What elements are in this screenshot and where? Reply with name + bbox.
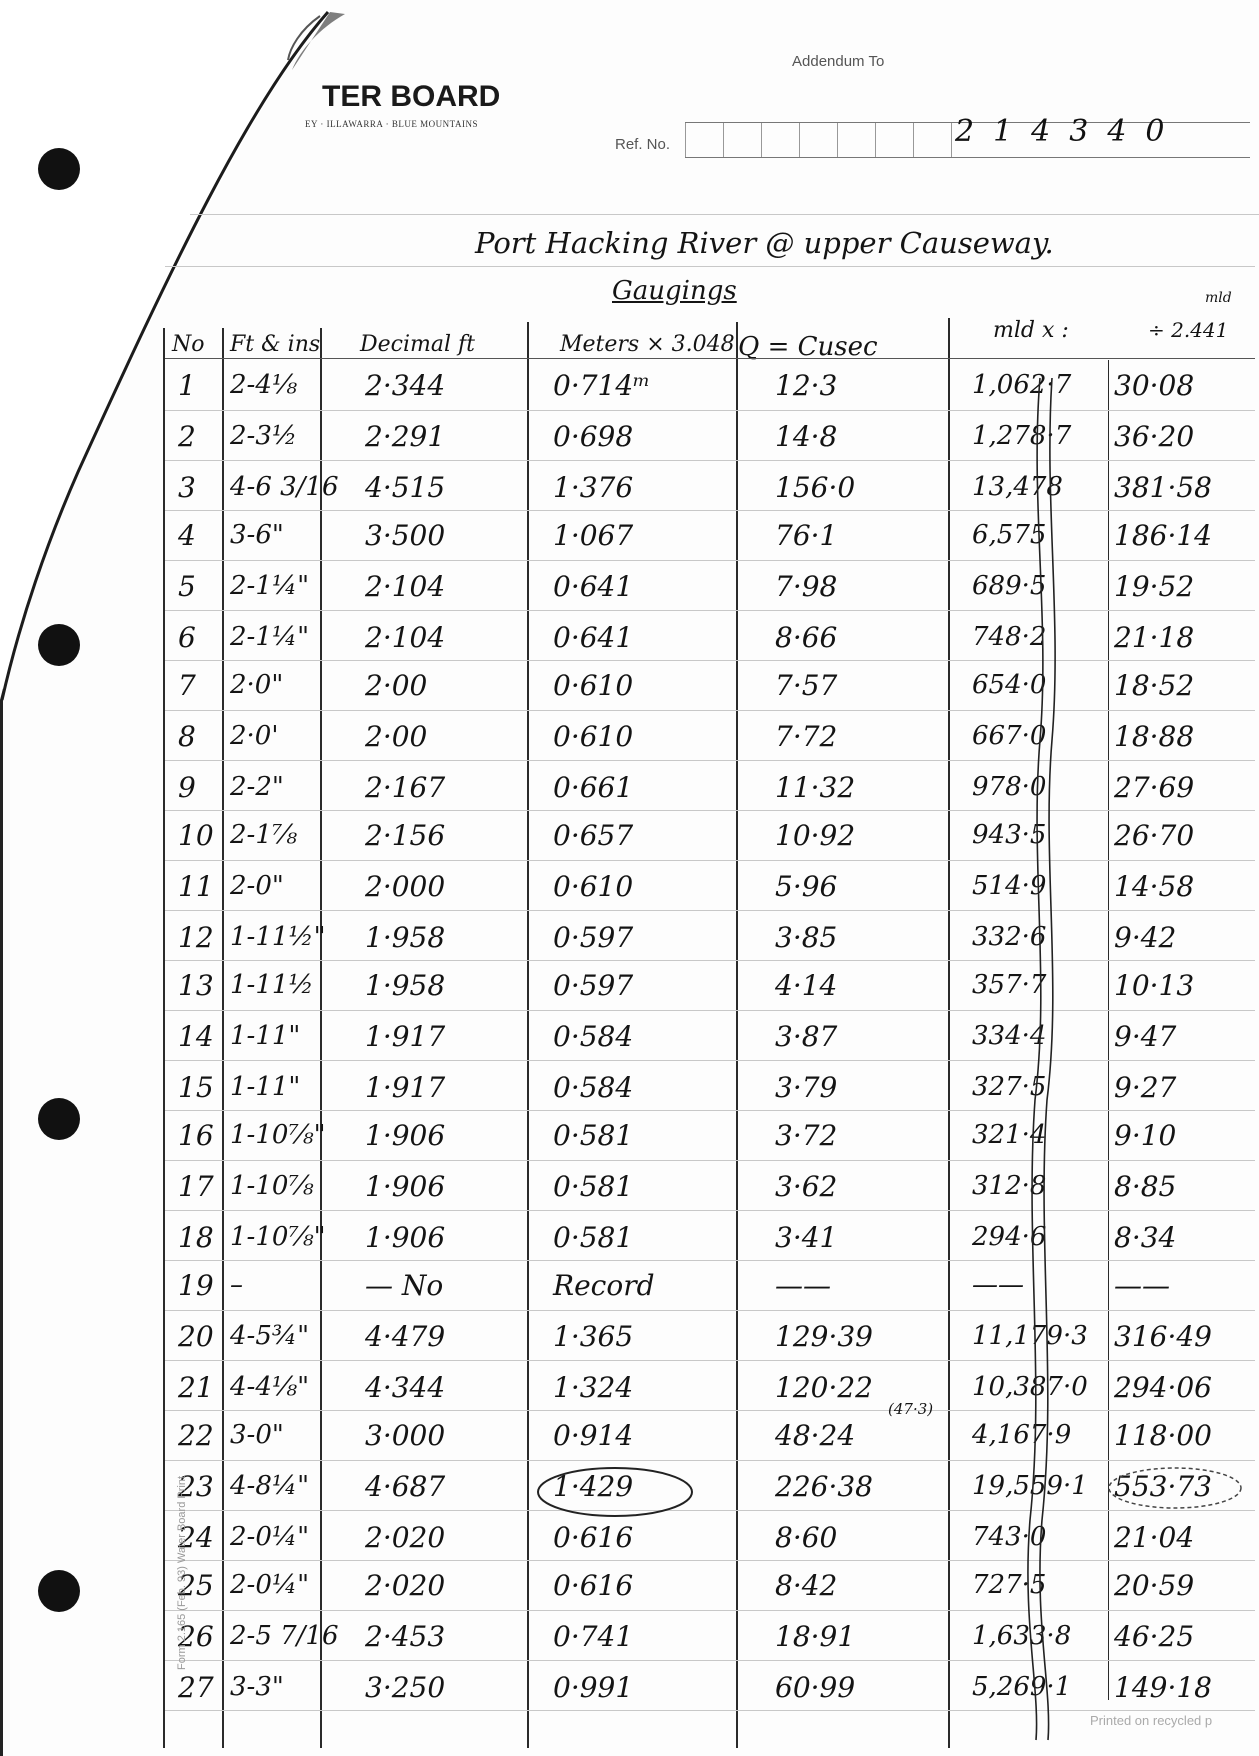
header-mld: mld x :	[993, 318, 1069, 343]
cell-mld-x: 748·2	[972, 622, 1047, 652]
cell-no: 1	[178, 369, 196, 402]
cell-mld-x: 978·0	[972, 772, 1047, 802]
cell-ft-ins: 3-3"	[230, 1672, 284, 1702]
cell-mld-y: 36·20	[1114, 420, 1195, 453]
cell-mld-y: ——	[1114, 1269, 1170, 1302]
row-rule	[165, 1710, 1255, 1711]
column-rule	[320, 328, 322, 1748]
cell-mld-x: 4,167·9	[972, 1420, 1072, 1450]
cell-no: 17	[178, 1170, 214, 1203]
cell-mld-x: 334·4	[972, 1021, 1047, 1051]
cell-no: 14	[178, 1020, 214, 1053]
header-q-cusec: Q = Cusec	[738, 332, 878, 362]
header-mld-divisor: ÷ 2.441	[1148, 318, 1229, 342]
cell-decimal-ft: 2·291	[365, 420, 446, 453]
row-rule	[165, 1010, 1255, 1011]
cell-meters: 0·584	[553, 1071, 634, 1104]
cell-mld-y: 18·88	[1114, 720, 1195, 753]
printed-rule	[165, 266, 1255, 267]
cell-mld-x: 327·5	[972, 1072, 1047, 1102]
cell-q-cusec: 5·96	[775, 870, 838, 903]
cell-meters: 0·597	[553, 969, 634, 1002]
cell-mld-y: 316·49	[1114, 1320, 1212, 1353]
punch-hole	[38, 1570, 80, 1612]
cell-meters: 0·914	[553, 1419, 634, 1452]
organisation-region-text: EY · ILLAWARRA · BLUE MOUNTAINS	[305, 119, 478, 129]
cell-q-cusec: 3·87	[775, 1020, 838, 1053]
cell-mld-x: 6,575	[972, 520, 1047, 550]
cell-ft-ins: 1-11"	[230, 1021, 301, 1051]
column-rule	[222, 328, 224, 1748]
row-rule	[165, 960, 1255, 961]
cell-mld-y: 8·85	[1114, 1170, 1177, 1203]
document-subtitle: Gaugings	[612, 276, 737, 306]
cell-meters: 1·365	[553, 1320, 634, 1353]
cell-meters: 0·581	[553, 1170, 634, 1203]
cell-q-cusec: 4·14	[775, 969, 838, 1002]
cell-decimal-ft: 2·00	[365, 669, 428, 702]
column-rule	[948, 318, 950, 1748]
cell-mld-x: ——	[972, 1270, 1024, 1300]
form-number: Form 2.165 (Feb. 93) Water Board Print	[176, 1476, 188, 1670]
cell-ft-ins: 2-2"	[230, 772, 284, 802]
cell-ft-ins: 3-0"	[230, 1420, 284, 1450]
header-no: No	[172, 332, 205, 357]
cell-ft-ins: 2-3½	[230, 421, 298, 451]
row-rule	[165, 1260, 1255, 1261]
cell-meters: 0·641	[553, 621, 634, 654]
cell-q-cusec: 14·8	[775, 420, 838, 453]
cell-meters: 1·376	[553, 471, 634, 504]
row-rule	[165, 1210, 1255, 1211]
punch-hole	[38, 1098, 80, 1140]
cell-no: 3	[178, 471, 196, 504]
cell-meters: 0·610	[553, 669, 634, 702]
row-rule	[165, 1110, 1255, 1111]
cell-meters: 1·429	[553, 1470, 634, 1503]
cell-decimal-ft: 3·000	[365, 1419, 446, 1452]
cell-mld-x: 654·0	[972, 670, 1047, 700]
cell-ft-ins: 4-8¼"	[230, 1471, 310, 1501]
cell-mld-x: 667·0	[972, 721, 1047, 751]
cell-q-cusec: 3·62	[775, 1170, 838, 1203]
cell-no: 4	[178, 519, 196, 552]
cell-meters: 0·714ᵐ	[553, 369, 651, 402]
header-ft-ins: Ft & ins	[230, 332, 321, 357]
cell-mld-y: 46·25	[1114, 1620, 1195, 1653]
row-rule	[165, 910, 1255, 911]
column-rule	[736, 322, 738, 1748]
row-rule	[165, 610, 1255, 611]
cell-decimal-ft: 1·906	[365, 1170, 446, 1203]
cell-mld-x: 5,269·1	[972, 1672, 1072, 1702]
cell-ft-ins: 3-6"	[230, 520, 284, 550]
cell-mld-x: 1,062·7	[972, 370, 1072, 400]
printed-rule	[190, 214, 1259, 215]
cell-q-cusec: 10·92	[775, 819, 856, 852]
cell-no: 7	[178, 669, 196, 702]
addendum-label: Addendum To	[792, 53, 885, 70]
cell-decimal-ft: 4·479	[365, 1320, 446, 1353]
row-rule	[165, 410, 1255, 411]
row-rule	[165, 1610, 1255, 1611]
cell-ft-ins: 4-4⅛"	[230, 1372, 310, 1402]
cell-q-cusec: 226·38	[775, 1470, 873, 1503]
header-decimal-ft: Decimal ft	[360, 332, 476, 357]
row-rule	[165, 1310, 1255, 1311]
cell-mld-x: 321·4	[972, 1120, 1047, 1150]
punch-hole	[38, 624, 80, 666]
cell-ft-ins: 2-1⅞	[230, 820, 298, 850]
cell-mld-y: 294·06	[1114, 1371, 1212, 1404]
cell-q-cusec: ——	[775, 1269, 831, 1302]
cell-no: 15	[178, 1071, 214, 1104]
cell-meters: 1·324	[553, 1371, 634, 1404]
cell-mld-y: 27·69	[1114, 771, 1195, 804]
cell-mld-y: 20·59	[1114, 1569, 1195, 1602]
row-rule	[165, 460, 1255, 461]
cell-mld-y: 19·52	[1114, 570, 1195, 603]
cell-meters: 0·584	[553, 1020, 634, 1053]
cell-mld-y: 149·18	[1114, 1671, 1212, 1704]
cell-mld-y: 30·08	[1114, 369, 1195, 402]
row-rule	[165, 1410, 1255, 1411]
cell-no: 19	[178, 1269, 214, 1302]
cell-decimal-ft: 2·020	[365, 1569, 446, 1602]
cell-decimal-ft: 4·344	[365, 1371, 446, 1404]
cell-decimal-ft: 4·687	[365, 1470, 446, 1503]
cell-mld-x: 943·5	[972, 820, 1047, 850]
cell-meters: 0·616	[553, 1569, 634, 1602]
row-rule	[165, 660, 1255, 661]
cell-no: 10	[178, 819, 214, 852]
cell-mld-x: 357·7	[972, 970, 1047, 1000]
cell-ft-ins: 2-5 7/16	[230, 1621, 339, 1651]
cell-q-cusec: 120·22	[775, 1371, 873, 1404]
cell-meters: Record	[553, 1269, 655, 1302]
cell-decimal-ft: 2·104	[365, 570, 446, 603]
cell-no: 23	[178, 1470, 214, 1503]
cell-no: 9	[178, 771, 196, 804]
cell-q-cusec: 7·98	[775, 570, 838, 603]
cell-no: 21	[178, 1371, 214, 1404]
cell-mld-y: 10·13	[1114, 969, 1195, 1002]
row-rule	[165, 1660, 1255, 1661]
cell-mld-y: 381·58	[1114, 471, 1212, 504]
row-rule	[165, 560, 1255, 561]
cell-meters: 0·610	[553, 720, 634, 753]
cell-mld-x: 10,387·0	[972, 1372, 1088, 1402]
cell-no: 20	[178, 1320, 214, 1353]
cell-no: 8	[178, 720, 196, 753]
cell-no: 6	[178, 621, 196, 654]
cell-decimal-ft: 1·958	[365, 969, 446, 1002]
cell-mld-y: 21·18	[1114, 621, 1195, 654]
cell-mld-y: 9·42	[1114, 921, 1177, 954]
cell-meters: 0·661	[553, 771, 634, 804]
cell-meters: 0·657	[553, 819, 634, 852]
cell-q-cusec: 7·72	[775, 720, 838, 753]
cell-decimal-ft: 2·104	[365, 621, 446, 654]
row-rule	[165, 1510, 1255, 1511]
cell-decimal-ft: 2·00	[365, 720, 428, 753]
cell-q-cusec: 60·99	[775, 1671, 856, 1704]
cell-q-cusec: 3·41	[775, 1221, 838, 1254]
cell-no: 2	[178, 420, 196, 453]
cell-q-cusec: 3·72	[775, 1119, 838, 1152]
cell-q-cusec: 156·0	[775, 471, 856, 504]
cell-decimal-ft: 1·917	[365, 1071, 446, 1104]
cell-meters: 1·067	[553, 519, 634, 552]
cell-no: 12	[178, 921, 214, 954]
column-rule	[527, 322, 529, 1748]
cell-meters: 0·641	[553, 570, 634, 603]
row-rule	[165, 1560, 1255, 1561]
ref-no-label: Ref. No.	[615, 136, 671, 153]
cell-mld-y: 8·34	[1114, 1221, 1177, 1254]
cell-mld-x: 19,559·1	[972, 1471, 1088, 1501]
cell-ft-ins: 2-1¼"	[230, 571, 310, 601]
cell-mld-x: 1,633·8	[972, 1621, 1072, 1651]
cell-q-cusec: 18·91	[775, 1620, 856, 1653]
cell-no: 24	[178, 1521, 214, 1554]
column-rule	[1108, 360, 1109, 1700]
header-mld-note: mld	[1205, 290, 1232, 306]
cell-decimal-ft: 2·020	[365, 1521, 446, 1554]
cell-mld-x: 727·5	[972, 1570, 1047, 1600]
cell-mld-y: 118·00	[1114, 1419, 1212, 1452]
document-title: Port Hacking River @ upper Causeway.	[475, 226, 1054, 260]
cell-decimal-ft: 2·167	[365, 771, 446, 804]
cell-mld-y: 14·58	[1114, 870, 1195, 903]
cell-mld-x: 743·0	[972, 1522, 1047, 1552]
cell-mld-x: 689·5	[972, 571, 1047, 601]
row-rule	[165, 1360, 1255, 1361]
cell-decimal-ft: — No	[365, 1269, 444, 1302]
row-rule	[165, 760, 1255, 761]
cell-no: 5	[178, 570, 196, 603]
cell-q-cusec: 3·79	[775, 1071, 838, 1104]
row-rule	[165, 510, 1255, 511]
cell-ft-ins: 1-11½	[230, 970, 314, 1000]
cell-no: 18	[178, 1221, 214, 1254]
cell-ft-ins: 1-10⅞"	[230, 1120, 326, 1150]
punch-hole	[38, 148, 80, 190]
row-rule	[165, 860, 1255, 861]
cell-q-cusec: 8·66	[775, 621, 838, 654]
cell-ft-ins: 2-4⅛	[230, 370, 298, 400]
cell-ft-ins: 2-0"	[230, 871, 284, 901]
cell-decimal-ft: 2·344	[365, 369, 446, 402]
cell-decimal-ft: 1·958	[365, 921, 446, 954]
cell-q-cusec: 12·3	[775, 369, 838, 402]
cell-mld-y: 9·47	[1114, 1020, 1177, 1053]
cell-no: 16	[178, 1119, 214, 1152]
row-rule	[165, 1160, 1255, 1161]
cell-ft-ins: 1-11"	[230, 1072, 301, 1102]
cell-q-cusec: 48·24	[775, 1419, 856, 1452]
cell-mld-y: 9·10	[1114, 1119, 1177, 1152]
cell-mld-x: 11,179·3	[972, 1321, 1088, 1351]
cell-q-cusec: 8·60	[775, 1521, 838, 1554]
cell-mld-x: 294·6	[972, 1222, 1047, 1252]
printed-on-recycled: Printed on recycled p	[1090, 1713, 1213, 1728]
cell-ft-ins: 2-0¼"	[230, 1522, 310, 1552]
row-rule	[165, 1060, 1255, 1061]
cell-decimal-ft: 2·000	[365, 870, 446, 903]
cell-ft-ins: 1-11½"	[230, 922, 326, 952]
cell-ft-ins: 2·0"	[230, 670, 284, 700]
cell-meters: 0·581	[553, 1221, 634, 1254]
cell-no: 11	[178, 870, 214, 903]
cell-mld-y: 21·04	[1114, 1521, 1195, 1554]
cell-decimal-ft: 1·906	[365, 1119, 446, 1152]
cell-ft-ins: 2·0'	[230, 721, 279, 751]
cell-no: 26	[178, 1620, 214, 1653]
cell-meters: 0·616	[553, 1521, 634, 1554]
cell-q-cusec: 129·39	[775, 1320, 873, 1353]
cell-ft-ins: 2-0¼"	[230, 1570, 310, 1600]
cell-decimal-ft: 1·917	[365, 1020, 446, 1053]
cell-meters: 0·698	[553, 420, 634, 453]
cell-mld-y: 553·73	[1114, 1470, 1212, 1503]
ref-number-value: 214340	[955, 114, 1184, 149]
cell-decimal-ft: 2·156	[365, 819, 446, 852]
cell-q-cusec: 7·57	[775, 669, 838, 702]
row-rule	[165, 1460, 1255, 1461]
row-rule	[165, 710, 1255, 711]
cell-meters: 0·597	[553, 921, 634, 954]
cell-no: 25	[178, 1569, 214, 1602]
cell-mld-x: 13,478	[972, 472, 1063, 502]
cell-ft-ins: 2-1¼"	[230, 622, 310, 652]
cell-mld-x: 332·6	[972, 922, 1047, 952]
cell-q-cusec: 11·32	[775, 771, 856, 804]
header-rule	[165, 358, 1255, 359]
row-rule	[165, 810, 1255, 811]
cell-meters: 0·581	[553, 1119, 634, 1152]
cell-mld-x: 1,278·7	[972, 421, 1072, 451]
cell-ft-ins: 1-10⅞	[230, 1171, 314, 1201]
row-22-note: (47·3)	[888, 1400, 934, 1418]
cell-decimal-ft: 2·453	[365, 1620, 446, 1653]
cell-meters: 0·991	[553, 1671, 634, 1704]
cell-mld-y: 26·70	[1114, 819, 1195, 852]
cell-mld-x: 514·9	[972, 871, 1047, 901]
cell-meters: 0·610	[553, 870, 634, 903]
cell-mld-y: 186·14	[1114, 519, 1212, 552]
cell-no: 13	[178, 969, 214, 1002]
cell-q-cusec: 76·1	[775, 519, 838, 552]
cell-q-cusec: 8·42	[775, 1569, 838, 1602]
cell-meters: 0·741	[553, 1620, 634, 1653]
cell-ft-ins: –	[230, 1270, 243, 1300]
cell-decimal-ft: 3·500	[365, 519, 446, 552]
column-rule	[163, 328, 165, 1748]
cell-q-cusec: 3·85	[775, 921, 838, 954]
cell-mld-y: 18·52	[1114, 669, 1195, 702]
cell-no: 27	[178, 1671, 214, 1704]
cell-mld-y: 9·27	[1114, 1071, 1177, 1104]
cell-ft-ins: 4-6 3/16	[230, 472, 339, 502]
cell-no: 22	[178, 1419, 214, 1452]
organisation-logo-text: TER BOARD	[322, 80, 501, 113]
header-meters: Meters × 3.048	[560, 332, 735, 357]
cell-decimal-ft: 4·515	[365, 471, 446, 504]
cell-mld-x: 312·8	[972, 1171, 1047, 1201]
cell-decimal-ft: 1·906	[365, 1221, 446, 1254]
cell-ft-ins: 1-10⅞"	[230, 1222, 326, 1252]
cell-ft-ins: 4-5¾"	[230, 1321, 310, 1351]
cell-decimal-ft: 3·250	[365, 1671, 446, 1704]
